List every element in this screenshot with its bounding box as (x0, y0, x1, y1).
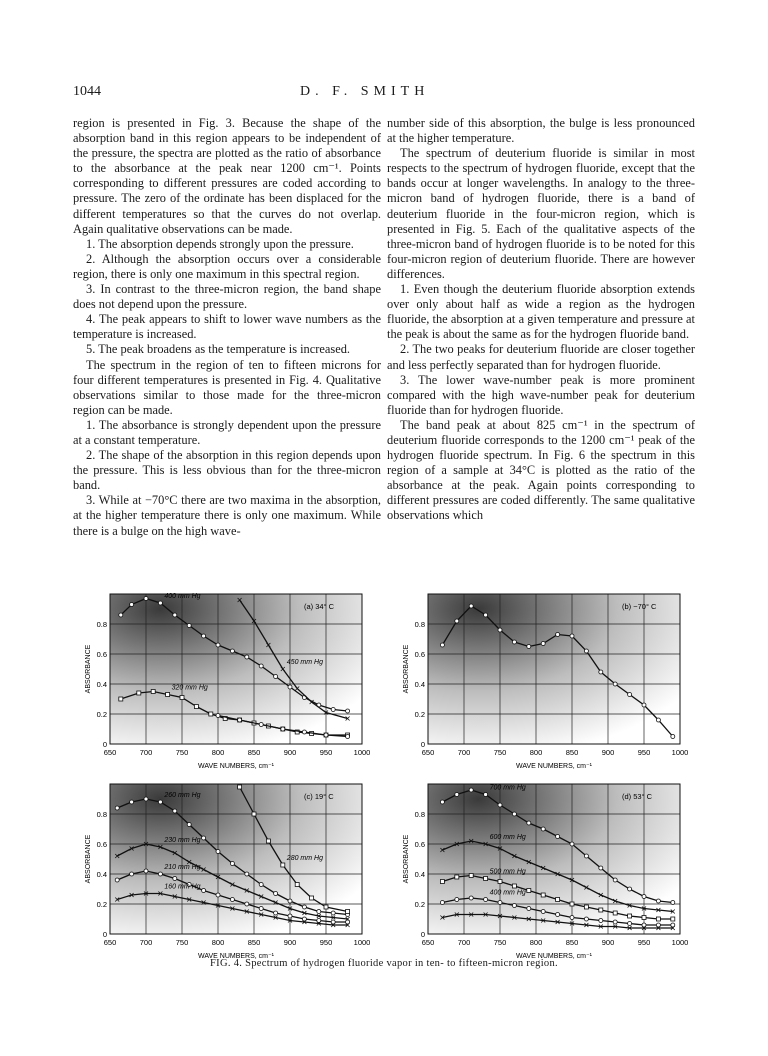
data-point (216, 893, 220, 897)
y-tick-label: 0.6 (96, 840, 107, 849)
y-tick-label: 0.8 (96, 810, 107, 819)
data-point (599, 908, 603, 912)
chart-svg-a (80, 590, 380, 780)
data-point (584, 854, 588, 858)
y-axis-label: ABSORBANCE (85, 834, 92, 884)
data-point (642, 916, 646, 920)
data-point (245, 872, 249, 876)
data-point (230, 862, 234, 866)
data-point (187, 624, 191, 628)
data-point (671, 735, 675, 739)
x-tick-label: 800 (529, 938, 543, 947)
data-point (556, 898, 560, 902)
panel-label: (c) 19° C (304, 792, 334, 801)
data-point (302, 905, 306, 909)
x-tick-label: 850 (565, 938, 579, 947)
paragraph: 2. The shape of the absorption in this region depends upon the pressure. This is less obvious than for the three-micron band. (73, 448, 381, 493)
data-point (346, 709, 350, 713)
data-point (642, 895, 646, 899)
data-point (259, 664, 263, 668)
data-point (656, 718, 660, 722)
data-point (512, 884, 516, 888)
paragraph: The spectrum in the region of ten to fifteen microns for four different temperatures is presented in Fig. 4. Qualitative observations similar to those made for the three-micron region can be made. (73, 357, 381, 417)
data-point (173, 809, 177, 813)
data-point (252, 812, 256, 816)
paragraph: 1. Even though the deuterium fluoride absorption extends over only about half as wide a region as the hydrogen fluoride, the absorption at a given temperature and pressure at the peak is about the same as for the hydrogen fluoride band. (387, 282, 695, 342)
data-point (274, 675, 278, 679)
y-tick-label: 0 (102, 740, 107, 749)
data-point (130, 603, 134, 607)
data-point (238, 785, 242, 789)
data-point (527, 907, 531, 911)
data-point (498, 901, 502, 905)
data-point (671, 901, 675, 905)
data-point (599, 919, 603, 923)
data-point (599, 670, 603, 674)
x-axis-label: WAVE NUMBERS, cm⁻¹ (515, 763, 593, 770)
data-point (469, 896, 473, 900)
x-tick-label: 850 (247, 938, 261, 947)
data-point (202, 836, 206, 840)
y-tick-label: 0.8 (414, 620, 425, 629)
data-point (144, 597, 148, 601)
data-point (527, 645, 531, 649)
data-point (216, 850, 220, 854)
y-axis-label: ABSORBANCE (403, 834, 410, 884)
chart-svg-b (398, 590, 698, 780)
data-point (187, 823, 191, 827)
data-point (331, 911, 335, 915)
data-point (115, 878, 119, 882)
x-tick-label: 750 (175, 748, 189, 757)
data-point (259, 883, 263, 887)
x-tick-label: 950 (319, 748, 333, 757)
data-point (180, 696, 184, 700)
data-point (570, 634, 574, 638)
paragraph: 3. In contrast to the three-micron region, the band shape does not depend upon the pressure. (73, 282, 381, 312)
data-point (440, 643, 444, 647)
data-point (130, 872, 134, 876)
data-point (144, 869, 148, 873)
data-point (288, 914, 292, 918)
data-point (541, 642, 545, 646)
x-axis-label: WAVE NUMBERS, cm⁻¹ (197, 953, 275, 960)
panel-label: (d) 53° C (622, 792, 653, 801)
data-point (166, 693, 170, 697)
data-point (216, 643, 220, 647)
data-point (274, 911, 278, 915)
data-point (440, 800, 444, 804)
y-tick-label: 0.6 (414, 840, 425, 849)
paragraph: 4. The peak appears to shift to lower wave numbers as the temperature is increased. (73, 312, 381, 342)
data-point (440, 880, 444, 884)
y-tick-label: 0.6 (414, 650, 425, 659)
data-point (527, 889, 531, 893)
series-label: 320 mm Hg (171, 684, 208, 692)
series-label: 700 mm Hg (489, 784, 526, 792)
data-point (656, 899, 660, 903)
x-tick-label: 1000 (671, 938, 689, 947)
data-point (469, 788, 473, 792)
data-point (484, 877, 488, 881)
chart-panel-d (398, 780, 698, 970)
data-point (484, 613, 488, 617)
data-point (281, 863, 285, 867)
data-point (628, 693, 632, 697)
data-point (613, 878, 617, 882)
x-tick-label: 1000 (353, 938, 371, 947)
data-point (613, 911, 617, 915)
data-point (613, 920, 617, 924)
page-number: 1044 (73, 84, 101, 99)
paragraph: number side of this absorption, the bulge is less pronounced at the higher temperature. (387, 116, 695, 146)
y-tick-label: 0.6 (96, 650, 107, 659)
paragraph: 2. The two peaks for deuterium fluoride are closer together and less perfectly separated than for hydrogen fluoride. (387, 342, 695, 372)
x-tick-label: 1000 (671, 748, 689, 757)
plot-area (110, 594, 362, 744)
data-point (556, 835, 560, 839)
chart-svg-d (398, 780, 698, 970)
data-point (158, 601, 162, 605)
y-tick-label: 0.2 (414, 710, 425, 719)
left-column (73, 116, 381, 539)
data-point (230, 898, 234, 902)
paragraph: 5. The peak broadens as the temperature is increased. (86, 342, 350, 357)
panel-label: (b) −70° C (622, 602, 657, 611)
data-point (556, 913, 560, 917)
x-tick-label: 900 (283, 748, 297, 757)
series-label: 400 mm Hg (164, 593, 201, 600)
series-label: 160 mm Hg (164, 883, 201, 891)
data-point (541, 910, 545, 914)
data-point (274, 892, 278, 896)
x-tick-label: 1000 (353, 748, 371, 757)
x-tick-label: 650 (103, 748, 117, 757)
data-point (512, 904, 516, 908)
data-point (151, 690, 155, 694)
series-label: 260 mm Hg (164, 792, 201, 799)
data-point (238, 718, 242, 722)
data-point (498, 803, 502, 807)
panel-label: (a) 34° C (304, 602, 335, 611)
paragraph: 3. The lower wave-number peak is more prominent compared with the high wave-number peak for deuterium fluoride than for hydrogen fluoride. (387, 372, 695, 417)
data-point (173, 613, 177, 617)
data-point (512, 640, 516, 644)
data-point (613, 682, 617, 686)
x-tick-label: 900 (283, 938, 297, 947)
y-tick-label: 0.2 (96, 900, 107, 909)
data-point (288, 685, 292, 689)
data-point (202, 634, 206, 638)
series-label: 450 mm Hg (286, 659, 323, 666)
data-point (671, 917, 675, 921)
figure-4 (80, 590, 700, 980)
paragraph: region is presented in Fig. 3. Because the shape of the absorption band in this region appears to be independent of the pressure, the spectra are plotted as the ratio of absorbance to the absorbance at the peak near 1200 cm⁻¹. Points corresponding to different pressures are coded according to pressure. The zero of the ordinate has been displaced for the different temperatures so that the curves do not overlap. Again qualitative observations can be made. (73, 116, 381, 236)
data-point (455, 875, 459, 879)
x-tick-label: 700 (457, 748, 471, 757)
data-point (158, 872, 162, 876)
plot-area (428, 594, 680, 744)
x-tick-label: 800 (529, 748, 543, 757)
data-point (556, 633, 560, 637)
x-tick-label: 700 (139, 938, 153, 947)
y-tick-label: 0.4 (414, 680, 425, 689)
data-point (541, 827, 545, 831)
data-point (310, 896, 314, 900)
data-point (512, 812, 516, 816)
data-point (144, 797, 148, 801)
x-tick-label: 950 (637, 938, 651, 947)
y-axis-label: ABSORBANCE (403, 644, 410, 694)
data-point (259, 907, 263, 911)
data-point (484, 898, 488, 902)
y-tick-label: 0.2 (414, 900, 425, 909)
x-tick-label: 800 (211, 938, 225, 947)
data-point (469, 604, 473, 608)
data-point (137, 691, 141, 695)
data-point (628, 887, 632, 891)
x-tick-label: 800 (211, 748, 225, 757)
data-point (119, 697, 123, 701)
series-label: 600 mm Hg (489, 834, 526, 841)
data-point (455, 619, 459, 623)
series-label: 230 mm Hg (164, 837, 201, 844)
chart-panel-c (80, 780, 380, 970)
x-tick-label: 650 (421, 938, 435, 947)
data-point (288, 899, 292, 903)
y-tick-label: 0 (420, 930, 425, 939)
data-point (584, 917, 588, 921)
data-point (469, 874, 473, 878)
x-tick-label: 900 (601, 938, 615, 947)
series-label: 210 mm Hg (164, 864, 201, 871)
data-point (173, 877, 177, 881)
chart-panel-b (398, 590, 698, 780)
x-tick-label: 950 (637, 748, 651, 757)
plot-area (428, 784, 680, 934)
data-point (324, 733, 328, 737)
x-axis-label: WAVE NUMBERS, cm⁻¹ (515, 953, 593, 960)
paragraph: 2. Although the absorption occurs over a considerable region, there is only one maximum in this spectral region. (73, 251, 381, 281)
x-tick-label: 700 (139, 748, 153, 757)
paragraph: The spectrum of deuterium fluoride is similar in most respects to the spectrum of hydrogen fluoride, except that the bands occur at longer wavelengths. In analogy to the three-micron band of hydrogen fluoride, there is a band of deuterium fluoride in the four-micron region, which is presented in Fig. 5. Each of the qualitative aspects of the three-micron band of hydrogen fluoride is to be noted for this four-micron region of deuterium fluoride. There are however differences. (387, 146, 695, 281)
data-point (209, 712, 213, 716)
data-point (642, 703, 646, 707)
series-label: 400 mm Hg (489, 889, 526, 897)
y-tick-label: 0.4 (96, 680, 107, 689)
data-point (570, 842, 574, 846)
x-axis-label: WAVE NUMBERS, cm⁻¹ (197, 763, 275, 770)
y-tick-label: 0.4 (414, 870, 425, 879)
series-label: 500 mm Hg (489, 868, 526, 876)
data-point (628, 922, 632, 926)
y-tick-label: 0.4 (96, 870, 107, 879)
paragraph: 1. The absorbance is strongly dependent upon the pressure at a constant temperature. (73, 417, 381, 447)
figure-caption: FIG. 4. Spectrum of hydrogen fluoride vapor in ten- to fifteen-micron region. (210, 958, 558, 969)
data-point (599, 866, 603, 870)
data-point (331, 708, 335, 712)
data-point (541, 893, 545, 897)
data-point (281, 727, 285, 731)
y-tick-label: 0 (102, 930, 107, 939)
data-point (245, 902, 249, 906)
x-tick-label: 650 (103, 938, 117, 947)
y-tick-label: 0.8 (96, 620, 107, 629)
data-point (119, 613, 123, 617)
data-point (317, 910, 321, 914)
x-tick-label: 650 (421, 748, 435, 757)
y-axis-label: ABSORBANCE (85, 644, 92, 694)
data-point (202, 889, 206, 893)
data-point (527, 821, 531, 825)
x-tick-label: 750 (493, 748, 507, 757)
data-point (455, 898, 459, 902)
data-point (115, 806, 119, 810)
data-point (346, 735, 350, 739)
paragraph: 1. The absorption depends strongly upon the pressure. (86, 236, 354, 251)
data-point (656, 917, 660, 921)
data-point (245, 655, 249, 659)
data-point (498, 880, 502, 884)
data-point (266, 839, 270, 843)
paragraph: The band peak at about 825 cm⁻¹ in the spectrum of deuterium fluoride corresponds to the 1200 cm⁻¹ peak of the hydrogen fluoride spectrum. In Fig. 6 the spectrum in this region of a sample at 34°C is plotted as the ratio of the absorbance at the peak. Again points corresponding to different pressures are coded differently. The same qualitative observations which (387, 417, 695, 523)
y-tick-label: 0.8 (414, 810, 425, 819)
x-tick-label: 900 (601, 748, 615, 757)
data-point (584, 905, 588, 909)
data-point (230, 649, 234, 653)
y-tick-label: 0.2 (96, 710, 107, 719)
data-point (130, 800, 134, 804)
right-column (387, 116, 695, 524)
series-label: 280 mm Hg (286, 855, 323, 862)
x-tick-label: 700 (457, 938, 471, 947)
paragraph: 3. While at −70°C there are two maxima in the absorption, at the higher temperature there is only one maximum. While there is a bulge on the high wave- (73, 493, 381, 538)
data-point (570, 902, 574, 906)
data-point (324, 905, 328, 909)
x-tick-label: 950 (319, 938, 333, 947)
chart-svg-c (80, 780, 380, 970)
y-tick-label: 0 (420, 740, 425, 749)
data-point (302, 730, 306, 734)
data-point (346, 910, 350, 914)
data-point (628, 914, 632, 918)
data-point (194, 705, 198, 709)
data-point (455, 793, 459, 797)
x-tick-label: 750 (175, 938, 189, 947)
x-tick-label: 750 (493, 938, 507, 947)
running-head: D. F. SMITH (300, 84, 430, 99)
data-point (158, 800, 162, 804)
chart-panel-a (80, 590, 380, 780)
data-point (440, 901, 444, 905)
data-point (259, 723, 263, 727)
data-point (295, 883, 299, 887)
x-tick-label: 850 (247, 748, 261, 757)
data-point (484, 793, 488, 797)
data-point (570, 916, 574, 920)
data-point (216, 714, 220, 718)
data-point (584, 649, 588, 653)
data-point (498, 628, 502, 632)
x-tick-label: 850 (565, 748, 579, 757)
